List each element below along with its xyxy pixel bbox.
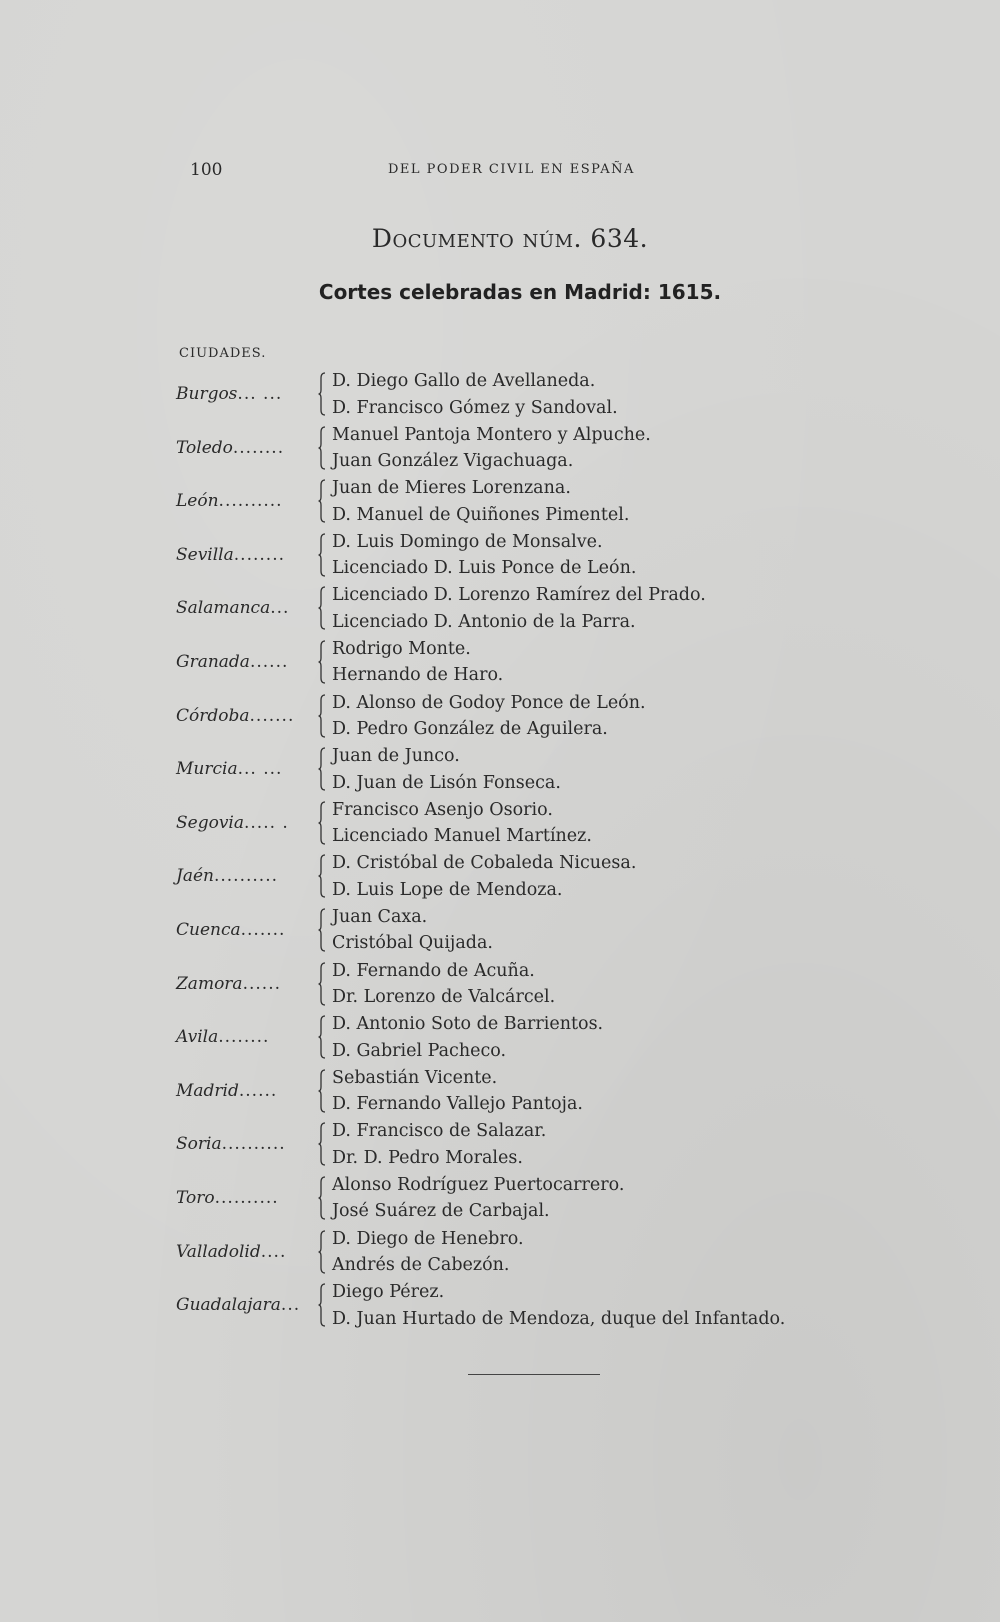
brace-icon	[318, 1230, 326, 1274]
deputy-names	[332, 1226, 524, 1279]
city-label	[176, 1027, 269, 1047]
deputy-name: D. Diego de Henebro.	[332, 1228, 524, 1249]
city-name: Madrid	[176, 1080, 239, 1101]
leader-dots: ..........	[221, 1134, 286, 1155]
leader-dots: ......	[249, 651, 289, 672]
deputy-name: D. Gabriel Pacheco.	[332, 1040, 507, 1061]
city-label	[176, 920, 285, 940]
deputy-name: D. Antonio Soto de Barrientos.	[332, 1014, 604, 1035]
running-title: DEL PODER CIVIL EN ESPAÑA	[388, 162, 635, 177]
deputy-names	[332, 1172, 624, 1225]
city-name: Toro	[176, 1187, 215, 1208]
section-label: CIUDADES.	[179, 346, 267, 361]
deputy-name: D. Manuel de Quiñones Pimentel.	[332, 504, 630, 525]
leader-dots: ..........	[214, 1187, 279, 1208]
brace-icon	[318, 908, 326, 952]
deputy-name: D. Luis Domingo de Monsalve.	[332, 531, 603, 552]
brace-icon	[318, 801, 326, 845]
city-name: León	[176, 491, 219, 512]
brace-icon	[318, 747, 326, 791]
city-name: Granada	[176, 651, 250, 672]
deputy-names	[332, 475, 629, 528]
deputy-name: D. Diego Gallo de Avellaneda.	[332, 371, 596, 391]
deputy-name: D. Cristóbal de Cobaleda Nicuesa.	[332, 853, 637, 874]
brace-icon	[318, 1015, 326, 1059]
leader-dots: ........	[218, 1027, 270, 1048]
deputy-name: Andrés de Cabezón.	[332, 1255, 510, 1275]
deputy-name: Manuel Pantoja Montero y Alpuche.	[332, 424, 651, 445]
brace-icon	[318, 1283, 326, 1327]
deputy-name: Licenciado D. Luis Ponce de León.	[332, 558, 637, 579]
deputy-name: Juan de Mieres Lorenzana.	[332, 478, 571, 499]
city-entry	[0, 1279, 1000, 1333]
city-entry	[0, 582, 1000, 636]
city-name: Salamanca	[176, 598, 271, 619]
brace-icon	[318, 1176, 326, 1220]
deputy-name: Alonso Rodríguez Puertocarrero.	[332, 1174, 625, 1195]
leader-dots: ..... .	[244, 812, 289, 833]
city-entry	[0, 958, 1000, 1012]
leader-dots: ..........	[213, 866, 279, 887]
deputy-name: Hernando de Haro.	[332, 665, 504, 686]
deputy-name: Cristóbal Quijada.	[332, 933, 493, 954]
leader-dots: ... ...	[237, 759, 283, 780]
city-name: Sevilla	[176, 544, 234, 565]
page-number: 100	[190, 160, 223, 180]
brace-icon	[318, 533, 326, 577]
city-entry	[0, 368, 1000, 422]
deputy-name: D. Francisco de Salazar.	[332, 1121, 547, 1142]
city-label	[176, 813, 289, 833]
city-entry	[0, 529, 1000, 583]
deputy-names	[332, 1011, 603, 1064]
deputy-names	[332, 958, 555, 1011]
deputy-name: José Suárez de Carbajal.	[332, 1201, 550, 1222]
city-name: Jaén	[176, 866, 214, 887]
city-label	[176, 1242, 286, 1262]
city-label	[176, 652, 288, 672]
city-label	[176, 866, 278, 886]
deputy-names	[332, 850, 636, 903]
deputy-name: Rodrigo Monte.	[332, 638, 471, 659]
city-label	[176, 438, 284, 458]
brace-icon	[318, 694, 326, 738]
city-label	[176, 1081, 277, 1101]
deputy-name: Juan Caxa.	[332, 906, 428, 927]
deputy-names	[332, 368, 618, 421]
city-name: Córdoba	[176, 705, 250, 726]
city-entry	[0, 475, 1000, 529]
city-label	[176, 974, 281, 994]
deputy-name: Juan González Vigachuaga.	[332, 451, 574, 472]
city-name: Valladolid	[176, 1241, 261, 1262]
city-label	[176, 759, 282, 779]
city-label	[176, 1134, 286, 1154]
deputy-name: D. Juan de Lisón Fonseca.	[332, 772, 561, 793]
deputy-name: Dr. D. Pedro Morales.	[332, 1147, 523, 1168]
city-entry	[0, 690, 1000, 744]
city-label	[176, 545, 285, 565]
deputy-names	[332, 422, 651, 475]
city-label	[176, 491, 283, 511]
city-entry	[0, 904, 1000, 958]
document-subtitle: Cortes celebradas en Madrid: 1615.	[318, 280, 722, 304]
city-label	[176, 1295, 300, 1315]
deputy-name: Licenciado D. Lorenzo Ramírez del Prado.	[332, 585, 706, 606]
deputy-names	[332, 1118, 546, 1171]
running-head	[190, 160, 650, 184]
deputy-name: D. Pedro González de Aguilera.	[332, 719, 608, 740]
deputy-name: D. Juan Hurtado de Mendoza, duque del Infantado.	[332, 1308, 786, 1329]
deputy-name: Licenciado Manuel Martínez.	[332, 826, 592, 847]
city-name: Burgos	[176, 384, 238, 404]
city-name: Avila	[176, 1027, 219, 1048]
deputy-names	[332, 1279, 785, 1332]
city-entry	[0, 422, 1000, 476]
city-entry	[0, 1226, 1000, 1280]
brace-icon	[318, 426, 326, 470]
city-list	[0, 368, 1000, 1333]
leader-dots: ...	[280, 1295, 301, 1316]
deputy-name: D. Fernando de Acuña.	[332, 960, 535, 981]
deputy-name: D. Luis Lope de Mendoza.	[332, 879, 563, 900]
city-name: Soria	[176, 1134, 222, 1155]
city-name: Toledo	[176, 437, 233, 458]
city-entry	[0, 636, 1000, 690]
city-entry	[0, 1011, 1000, 1065]
city-entry	[0, 1065, 1000, 1119]
brace-icon	[318, 586, 326, 630]
leader-dots: ..........	[218, 491, 283, 512]
deputy-names	[332, 904, 493, 957]
leader-dots: ... ...	[237, 384, 283, 404]
deputy-names	[332, 743, 561, 796]
brace-icon	[318, 479, 326, 523]
leader-dots: .......	[240, 919, 286, 940]
deputy-names	[332, 582, 706, 635]
city-name: Cuenca	[176, 919, 241, 940]
leader-dots: ........	[233, 544, 285, 565]
leader-dots: ........	[232, 437, 285, 458]
deputy-name: Sebastián Vicente.	[332, 1067, 498, 1088]
leader-dots: .......	[249, 705, 295, 726]
city-entry	[0, 1118, 1000, 1172]
deputy-name: Juan de Junco.	[332, 746, 460, 767]
deputy-name: Francisco Asenjo Osorio.	[332, 799, 553, 820]
city-entry	[0, 850, 1000, 904]
leader-dots: ....	[260, 1241, 287, 1262]
city-entry	[0, 797, 1000, 851]
deputy-name: D. Fernando Vallejo Pantoja.	[332, 1094, 583, 1115]
city-name: Murcia	[176, 759, 238, 780]
deputy-name: Diego Pérez.	[332, 1282, 445, 1303]
deputy-names	[332, 690, 646, 743]
brace-icon	[318, 854, 326, 898]
city-label	[176, 598, 289, 618]
city-entry	[0, 1172, 1000, 1226]
deputy-name: D. Francisco Gómez y Sandoval.	[332, 397, 618, 418]
city-name: Segovia	[176, 812, 244, 833]
city-label	[176, 1188, 279, 1208]
deputy-name: D. Alonso de Godoy Ponce de León.	[332, 692, 646, 713]
deputy-names	[332, 636, 503, 689]
deputy-name: Licenciado D. Antonio de la Parra.	[332, 611, 636, 632]
leader-dots: ......	[238, 1080, 278, 1101]
brace-icon	[318, 1069, 326, 1113]
city-label	[176, 384, 282, 404]
city-name: Zamora	[176, 973, 243, 994]
city-entry	[0, 743, 1000, 797]
leader-dots: ...	[270, 598, 290, 619]
closing-rule	[468, 1374, 600, 1375]
brace-icon	[318, 1122, 326, 1166]
deputy-names	[332, 797, 592, 850]
city-name: Guadalajara	[176, 1295, 281, 1316]
brace-icon	[318, 962, 326, 1006]
deputy-names	[332, 1065, 583, 1118]
brace-icon	[318, 640, 326, 684]
brace-icon	[318, 372, 326, 416]
document-title: Documento núm. 634.	[371, 224, 649, 253]
leader-dots: ......	[242, 973, 282, 994]
city-label	[176, 706, 294, 726]
deputy-name: Dr. Lorenzo de Valcárcel.	[332, 987, 556, 1008]
deputy-names	[332, 529, 636, 582]
